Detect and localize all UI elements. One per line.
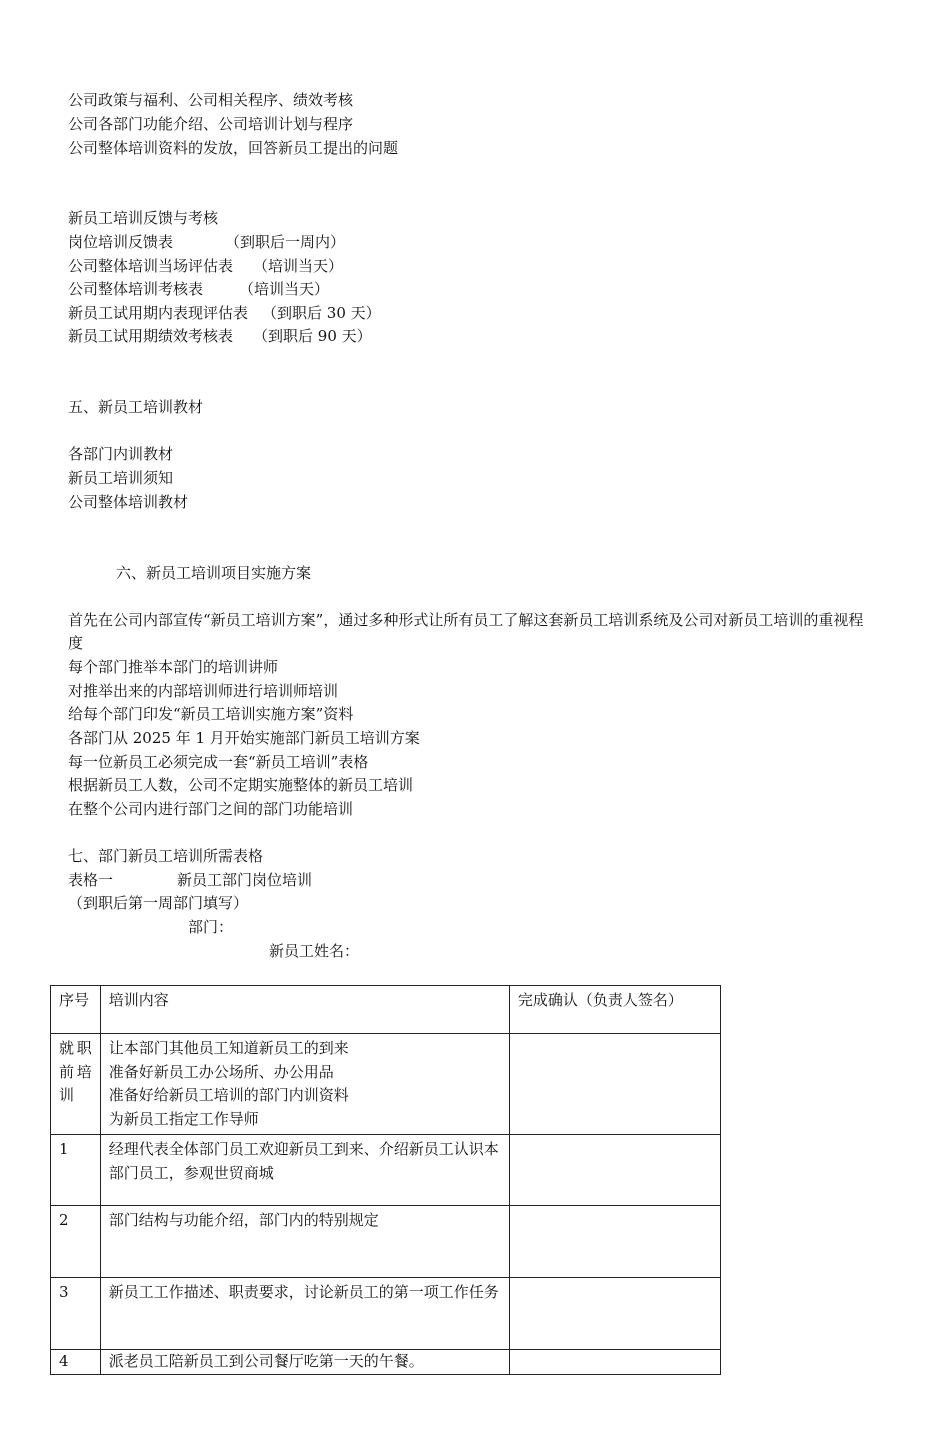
row-content: 新员工工作描述、职责要求，讨论新员工的第一项工作任务: [100, 1278, 509, 1350]
plan-step: 在整个公司内进行部门之间的部门功能培训: [68, 800, 354, 818]
form-note: （到职后第一周部门填写）: [68, 894, 249, 912]
table-row: [51, 1135, 721, 1206]
feedback-item: [68, 278, 329, 301]
section6-paragraph: 首先在公司内部宣传“新员工培训方案”，通过多种形式让所有员工了解这套新员工培训系统及公司对新员工培训的重视程: [68, 611, 864, 629]
stage-label-char: 职: [76, 1039, 92, 1057]
stage-label-char: 前: [59, 1062, 75, 1081]
stage-label-char: 就: [59, 1039, 75, 1057]
table-header-row: [51, 986, 721, 1034]
feedback-item: [68, 231, 345, 254]
stage-item: 准备好新员工办公场所、办公用品: [108, 1062, 334, 1081]
department-label: 部门：: [188, 918, 234, 936]
stage-label-line: [59, 1037, 92, 1061]
plan-step: 每一位新员工必须完成一套“新员工培训”表格: [68, 753, 369, 771]
row-number: 1: [51, 1135, 101, 1206]
feedback-item-name: 新员工试用期绩效考核表: [68, 327, 234, 345]
stage-item: 让本部门其他员工知道新员工的到来: [108, 1039, 349, 1057]
plan-step: 对推举出来的内部培训师进行培训师培训: [68, 682, 339, 700]
header-cell-content: 培训内容: [100, 986, 509, 1034]
section7-heading: 七、部门新员工培训所需表格: [68, 847, 264, 865]
plan-step: 各部门从 2025 年 1 月开始实施部门新员工培训方案: [68, 729, 420, 747]
header-cell-confirm: 完成确认（负责人签名）: [509, 986, 720, 1034]
confirm-signature-cell[interactable]: [509, 1350, 720, 1375]
form-title-line: [68, 869, 312, 892]
plan-step: 给每个部门印发“新员工培训实施方案”资料: [68, 705, 354, 723]
stage-label-line: 训: [59, 1086, 75, 1104]
feedback-item-name: 岗位培训反馈表: [68, 233, 174, 251]
form-title: 新员工部门岗位培训: [177, 871, 313, 889]
stage-items-cell: [100, 1034, 509, 1135]
employee-name-label: 新员工姓名：: [269, 942, 360, 960]
row-number: 3: [51, 1278, 101, 1350]
table-row: [51, 1034, 721, 1135]
intro-line: 公司政策与福利、公司相关程序、绩效考核: [68, 91, 354, 109]
feedback-item-timing: （到职后 30 天）: [262, 304, 381, 322]
stage-label-char: 培: [76, 1062, 92, 1081]
feedback-heading: 新员工培训反馈与考核: [68, 209, 219, 227]
confirm-signature-cell[interactable]: [509, 1278, 720, 1350]
feedback-item-timing: （到职后一周内）: [225, 233, 346, 251]
table-row: [51, 1350, 721, 1375]
material-item: 各部门内训教材: [68, 445, 174, 463]
section5-heading: 五、新员工培训教材: [68, 398, 204, 416]
material-item: 新员工培训须知: [68, 469, 174, 487]
plan-step: 每个部门推举本部门的培训讲师: [68, 658, 279, 676]
confirm-signature-cell[interactable]: [509, 1034, 720, 1135]
material-item: 公司整体培训教材: [68, 493, 189, 511]
stage-item: 准备好给新员工培训的部门内训资料: [108, 1086, 349, 1104]
feedback-item-name: 公司整体培训考核表: [68, 280, 204, 298]
row-number: 4: [51, 1350, 101, 1375]
row-number: 2: [51, 1206, 101, 1278]
row-content: 部门结构与功能介绍，部门内的特别规定: [100, 1206, 509, 1278]
stage-label-cell: [51, 1034, 101, 1135]
table-row: [51, 1206, 721, 1278]
stage-item: 为新员工指定工作导师: [108, 1109, 259, 1128]
stage-label-line: [59, 1061, 92, 1085]
feedback-item: [68, 302, 381, 325]
confirm-signature-cell[interactable]: [509, 1206, 720, 1278]
row-content: 派老员工陪新员工到公司餐厅吃第一天的午餐。: [100, 1350, 509, 1375]
confirm-signature-cell[interactable]: [509, 1135, 720, 1206]
feedback-item: [68, 325, 372, 348]
feedback-item-timing: （培训当天）: [253, 257, 344, 275]
feedback-item-timing: （培训当天）: [239, 280, 330, 298]
feedback-item: [68, 255, 343, 278]
plan-step: 根据新员工人数，公司不定期实施整体的新员工培训: [68, 776, 414, 794]
feedback-item-name: 新员工试用期内表现评估表: [68, 304, 249, 322]
feedback-item-timing: （到职后 90 天）: [253, 327, 372, 345]
intro-line: 公司整体培训资料的发放，回答新员工提出的问题: [68, 139, 399, 157]
intro-line: 公司各部门功能介绍、公司培训计划与程序: [68, 115, 354, 133]
table-row: [51, 1278, 721, 1350]
section6-heading: 六、新员工培训项目实施方案: [116, 564, 312, 582]
training-table: [50, 985, 721, 1375]
form-label: 表格一: [68, 871, 114, 889]
row-content: 经理代表全体部门员工欢迎新员工到来、介绍新员工认识本部门员工，参观世贸商城: [100, 1135, 509, 1206]
feedback-item-name: 公司整体培训当场评估表: [68, 257, 234, 275]
section6-paragraph-cont: 度: [68, 634, 84, 652]
header-cell-no: 序号: [51, 986, 101, 1034]
